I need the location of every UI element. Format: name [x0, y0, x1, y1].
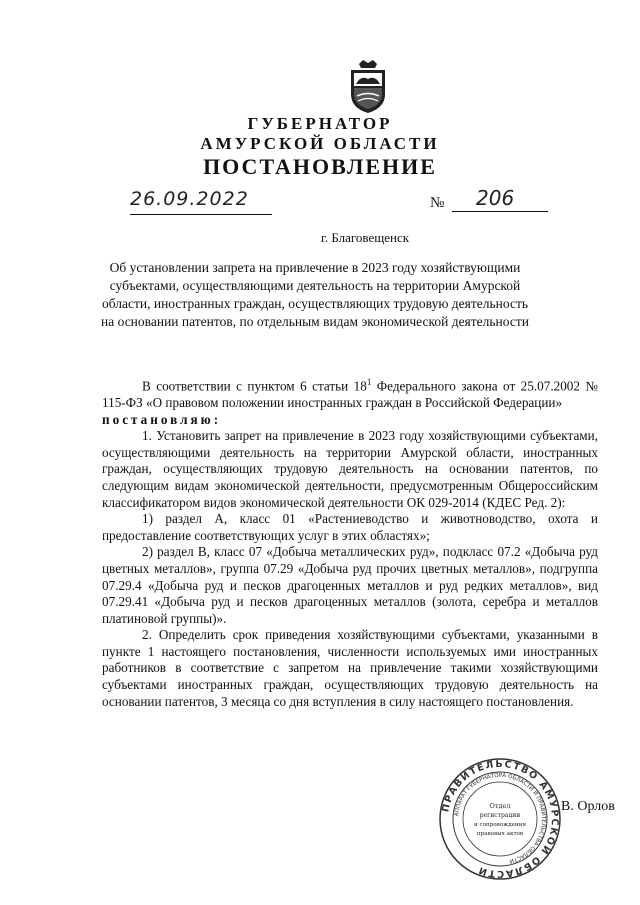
- document-body: [102, 374, 598, 710]
- document-date: 26.09.2022: [130, 188, 272, 215]
- preamble-text-cont: Федерального закона от 25.07.2002 № 115-ФЗ «О правовом положении иностранных граждан в Российской Федерации»: [102, 378, 598, 410]
- official-stamp-icon: [438, 757, 562, 881]
- stamp-ring-text: АППАРАТ ГУБЕРНАТОРА ОБЛАСТИ И ПРАВИТЕЛЬСТВА ОБЛАСТИ: [454, 772, 547, 864]
- preamble: [102, 374, 598, 412]
- stamp-center-line-2: регистрации: [479, 812, 521, 819]
- stamp-center-line-4: правовых актов: [476, 831, 524, 837]
- document-number: 206: [452, 186, 548, 212]
- document-type: ПОСТАНОВЛЕНИЕ: [203, 154, 437, 179]
- header-region: АМУРСКОЙ ОБЛАСТИ: [200, 134, 440, 153]
- paragraph-1-item-2: 2) раздел В, класс 07 «Добыча металлических руд», подкласс 07.2 «Добыча руд цветных металлов», группа 07.29 «Добыча руд прочих цветных металлов», подгруппа 07.29.4 «Добыча руд и песков драгоценных металлов и руд редких металлов», вид 07.29.41 «Добыча руд и песков драгоценных металлов (золота, серебра и металлов платиновой группы)».: [102, 544, 598, 626]
- document-title: Об установлении запрета на привлечение в 2023 году хозяйствующими субъектами, осуществляющими деятельность на территории Амурской области, иностранных граждан, осуществляющих трудовую деятельность на основании патентов, по отдельным видам экономической деятельности: [101, 260, 529, 329]
- decree-word: постановляю:: [102, 411, 222, 427]
- signatory-initials: В.: [561, 799, 574, 814]
- number-label: №: [430, 195, 445, 211]
- paragraph-1-item-1: 1) раздел А, класс 01 «Растениеводство и животноводство, охота и предоставление соответствующих услуг в этих областях»;: [102, 511, 598, 543]
- signatory: [561, 799, 615, 815]
- signatory-name: Орлов: [577, 799, 615, 814]
- paragraph-1: 1. Установить запрет на привлечение в 2023 году хозяйствующими субъектами, осуществляющими деятельность на территории Амурской области, иностранных граждан, осуществляющих трудовую деятельность на основании патентов, по следующим видам экономической деятельности, предусмотренным Общероссийским классификатором видов экономической деятельности ОК 029-2014 (КДЕС Ред. 2):: [102, 428, 598, 510]
- paragraph-2: 2. Определить срок приведения хозяйствующими субъектами, указанными в пункте 1 настоящего постановления, численности используемых ими иностранных работников в соответствие с запретом на привлечение такими хозяйствующими субъектами иностранных граждан, осуществляющих трудовую деятельность на основании патентов, 3 месяца со дня вступления в силу настоящего постановления.: [102, 627, 598, 709]
- coat-of-arms-icon: [345, 58, 391, 114]
- header-governor: ГУБЕРНАТОР: [247, 114, 393, 133]
- preamble-text: В соответствии с пунктом 6 статьи 18: [142, 378, 367, 394]
- stamp-center-line-1: Отдел: [489, 802, 511, 810]
- city: г. Благовещенск: [320, 230, 410, 245]
- preamble-superscript: 1: [366, 377, 372, 387]
- stamp-center-line-3: и сопровождения: [473, 822, 527, 828]
- stamp-outer-text: ПРАВИТЕЛЬСТВО АМУРСКОЙ ОБЛАСТИ: [440, 758, 561, 880]
